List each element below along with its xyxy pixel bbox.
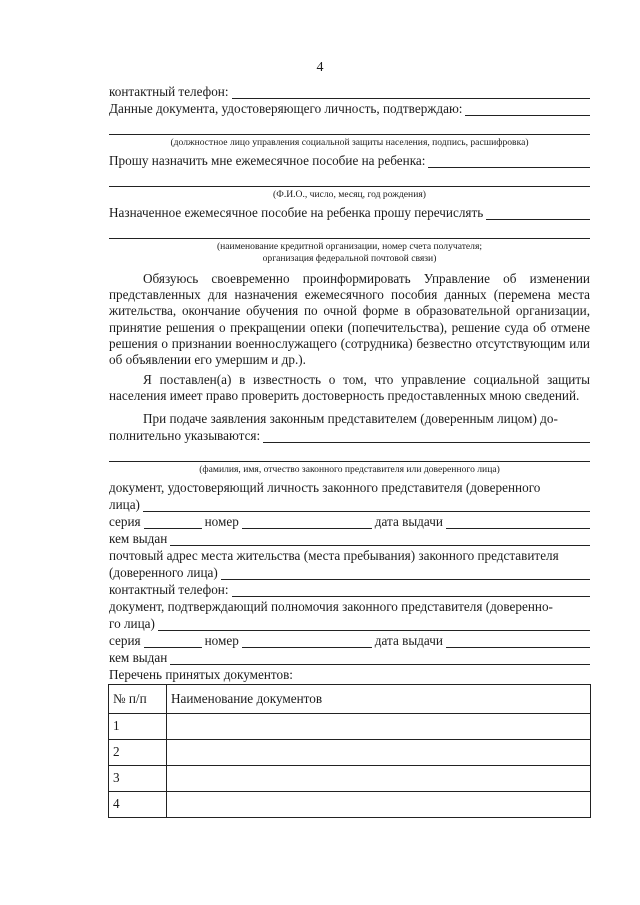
- table-row: [109, 713, 591, 739]
- documents-table-header: [109, 684, 591, 713]
- row-number: 2: [109, 739, 167, 765]
- rep-issue-date-label: дата выдачи: [374, 513, 443, 529]
- rep-issue-date-field-2[interactable]: [446, 635, 590, 648]
- rep-number-field[interactable]: [242, 516, 372, 529]
- rep-id-doc-line-1: [109, 480, 590, 495]
- rep-issued-by-label: кем выдан: [109, 530, 168, 546]
- rep-id-doc-line-2: [109, 497, 590, 512]
- transfer-benefit-field[interactable]: [486, 207, 590, 220]
- transfer-benefit-line: [109, 205, 590, 220]
- rep-issued-by-line: [109, 531, 590, 546]
- table-row: [109, 791, 591, 817]
- rep-intro-field[interactable]: [263, 430, 590, 443]
- rep-address-line-1: [109, 548, 590, 563]
- rep-number-label: номер: [204, 513, 239, 529]
- rep-authority-line-2: [109, 616, 590, 631]
- request-benefit-label: Прошу назначить мне ежемесячное пособие на ребенка:: [109, 153, 426, 168]
- contact-phone-line: [109, 84, 590, 99]
- bank-caption-1: (наименование кредитной организации, номер счета получателя;: [216, 241, 483, 252]
- rep-intro-line-1: [109, 411, 590, 426]
- rep-intro-label-2: полнительно указываются:: [109, 427, 261, 443]
- col-num-header: № п/п: [109, 684, 167, 713]
- rep-id-doc-label-1: документ, удостоверяющий личность законного представителя (доверенного: [109, 479, 541, 495]
- bank-info-field[interactable]: [109, 222, 590, 239]
- request-benefit-line: [109, 153, 590, 168]
- application-form: [109, 84, 590, 818]
- row-number: 3: [109, 765, 167, 791]
- rep-intro-label-1: При подаче заявления законным представителем (доверенным лицом) до-: [143, 410, 558, 426]
- document-name-cell[interactable]: [167, 713, 591, 739]
- rep-number-label-2: номер: [204, 632, 239, 648]
- documents-title-line: [109, 667, 590, 682]
- page-number: 4: [316, 60, 324, 75]
- document-name-cell[interactable]: [167, 739, 591, 765]
- bank-caption-2: организация федеральной почтовой связи): [262, 253, 437, 264]
- id-confirm-field[interactable]: [465, 103, 590, 116]
- documents-table: [108, 684, 591, 818]
- rep-phone-line: [109, 582, 590, 597]
- contact-phone-label: контактный телефон:: [109, 84, 229, 99]
- row-number: 1: [109, 713, 167, 739]
- rep-series-field[interactable]: [144, 516, 202, 529]
- rep-id-doc-field[interactable]: [143, 499, 590, 512]
- id-confirm-label: Данные документа, удостоверяющего личность, подтверждаю:: [109, 101, 463, 116]
- rep-series-line-2: [109, 633, 590, 648]
- rep-authority-label-2: го лица): [109, 615, 155, 631]
- official-caption: (должностное лицо управления социальной защиты населения, подпись, расшифровка): [170, 137, 529, 148]
- rep-issued-by-field-2[interactable]: [170, 652, 590, 665]
- transfer-benefit-label: Назначенное ежемесячное пособие на ребенка прошу перечислять: [109, 205, 484, 220]
- rep-phone-label: контактный телефон:: [109, 581, 229, 597]
- rep-name-caption: (фамилия, имя, отчество законного представителя или доверенного лица): [199, 463, 500, 475]
- obligation-paragraph: Обязуюсь своевременно проинформировать Управление об изменении представленных для назначения ежемесячного пособия данных (перемена места жительства, окончание обучения по очной форме в образовательной организации, принятие решения о прекращении опеки (попечительства), решение суда об отмене решения о признании военнослужащего (сотрудника) безвестно отсутствующим или об объявлении его умершим и др.).: [109, 271, 590, 368]
- rep-authority-line-1: [109, 599, 590, 614]
- document-name-cell[interactable]: [167, 791, 591, 817]
- rep-issue-date-field[interactable]: [446, 516, 590, 529]
- rep-address-label-1: почтовый адрес места жительства (места пребывания) законного представителя: [109, 547, 559, 563]
- rep-issued-by-label-2: кем выдан: [109, 649, 168, 665]
- col-name-header: Наименование документов: [167, 684, 591, 713]
- official-signature-field[interactable]: [109, 118, 590, 135]
- document-name-cell[interactable]: [167, 765, 591, 791]
- rep-issue-date-label-2: дата выдачи: [374, 632, 443, 648]
- row-number: 4: [109, 791, 167, 817]
- contact-phone-field[interactable]: [232, 86, 590, 99]
- documents-title: Перечень принятых документов:: [109, 666, 293, 682]
- table-row: [109, 765, 591, 791]
- table-row: [109, 739, 591, 765]
- rep-issued-by-line-2: [109, 650, 590, 665]
- rep-issued-by-field[interactable]: [170, 533, 590, 546]
- rep-authority-label-1: документ, подтверждающий полномочия законного представителя (доверенно-: [109, 598, 553, 614]
- rep-intro-line-2: [109, 428, 590, 443]
- rep-series-field-2[interactable]: [144, 635, 202, 648]
- rep-name-field[interactable]: [109, 445, 590, 462]
- child-info-field[interactable]: [109, 170, 590, 187]
- rep-series-label-2: серия: [109, 632, 141, 648]
- request-benefit-field[interactable]: [428, 155, 590, 168]
- child-caption: (Ф.И.О., число, месяц, год рождения): [273, 189, 426, 200]
- rep-number-field-2[interactable]: [242, 635, 372, 648]
- rep-series-label: серия: [109, 513, 141, 529]
- rep-id-doc-label-2: лица): [109, 496, 140, 512]
- rep-phone-field[interactable]: [232, 584, 590, 597]
- rep-address-field[interactable]: [221, 567, 590, 580]
- notice-paragraph: Я поставлен(а) в известность о том, что управление социальной защиты населения имеет право проверить достоверность предоставленных мною сведений.: [109, 372, 590, 404]
- rep-address-line-2: [109, 565, 590, 580]
- rep-series-line: [109, 514, 590, 529]
- rep-authority-field[interactable]: [158, 618, 590, 631]
- id-confirm-line: [109, 101, 590, 116]
- rep-address-label-2: (доверенного лица): [109, 564, 218, 580]
